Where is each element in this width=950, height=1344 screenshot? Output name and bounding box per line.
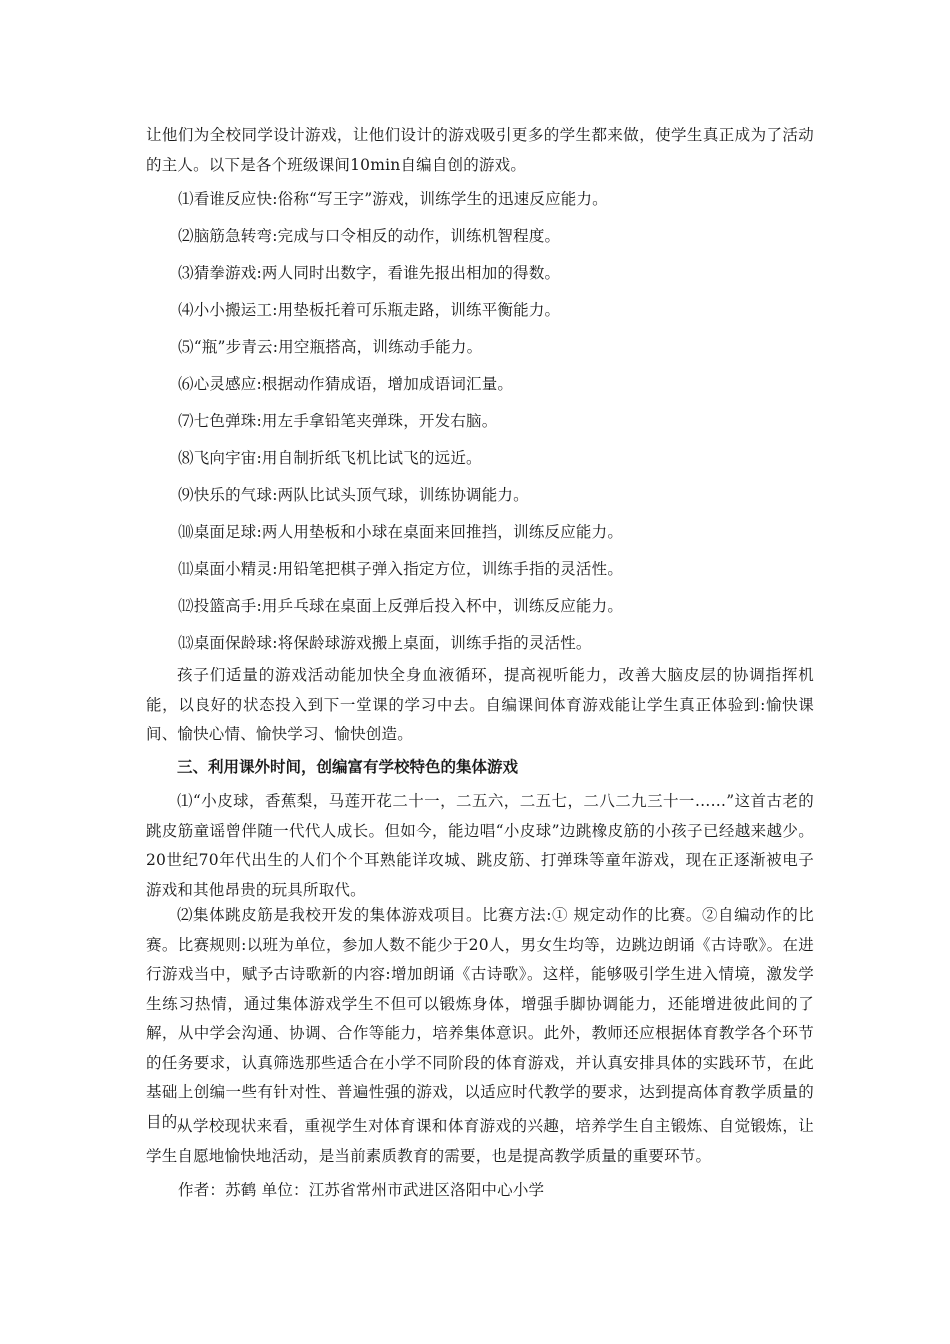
section-heading: 三、利用课外时间，创编富有学校特色的集体游戏: [177, 758, 519, 776]
game-item-1: ⑴看谁反应快:俗称“写王字”游戏，训练学生的迅速反应能力。: [178, 190, 608, 208]
author-line: 作者：苏鹤 单位：江苏省常州市武进区洛阳中心小学: [178, 1181, 545, 1199]
game-item-10: ⑽桌面足球:两人用垫板和小球在桌面来回推挡，训练反应能力。: [178, 523, 624, 541]
game-item-11: ⑾桌面小精灵:用铅笔把棋子弹入指定方位，训练手指的灵活性。: [178, 560, 624, 578]
game-item-8: ⑻飞向宇宙:用自制折纸飞机比试飞的远近。: [178, 449, 482, 467]
game-item-4: ⑷小小搬运工:用垫板托着可乐瓶走路，训练平衡能力。: [178, 301, 561, 319]
conclusion-paragraph: 从学校现状来看，重视学生对体育课和体育游戏的兴趣，培养学生自主锻炼、自觉锻炼，让学生自愿地愉快地活动，是当前素质教育的需要，也是提高教学质量的重要环节。: [146, 1117, 814, 1165]
game-item-13: ⒀桌面保龄球:将保龄球游戏搬上桌面，训练手指的灵活性。: [178, 634, 592, 652]
game-item-9: ⑼快乐的气球:两队比试头顶气球，训练协调能力。: [178, 486, 529, 504]
intro-paragraph: 让他们为全校同学设计游戏，让他们设计的游戏吸引更多的学生都来做，使学生真正成为了活动的主人。以下是各个班级课间10min自编自创的游戏。: [146, 126, 814, 174]
game-item-3: ⑶猜拳游戏:两人同时出数字，看谁先报出相加的得数。: [178, 264, 561, 282]
game-item-6: ⑹心灵感应:根据动作猜成语，增加成语词汇量。: [178, 375, 514, 393]
skipping-rhyme-paragraph: ⑴“小皮球，香蕉梨，马莲开花二十一，二五六，二五七，二八二九三十一……”这首古老的跳皮筋童谣曾伴随一代代人成长。但如今，能边唱“小皮球”边跳橡皮筋的小孩子已经越来越少。20世纪70年代出生的人们个个耳熟能详攻城、跳皮筋、打弹珠等童年游戏，现在正逐渐被电子游戏和其他昂贵的玩具所取代。: [146, 792, 814, 899]
summary-paragraph: 孩子们适量的游戏活动能加快全身血液循环，提高视听能力，改善大脑皮层的协调指挥机能，以良好的状态投入到下一堂课的学习中去。自编课间体育游戏能让学生真正体验到:愉快课间、愉快心情、愉快学习、愉快创造。: [146, 666, 814, 743]
game-item-5: ⑸“瓶”步青云:用空瓶搭高，训练动手能力。: [178, 338, 483, 356]
game-item-7: ⑺七色弹珠:用左手拿铅笔夹弹珠，开发右脑。: [178, 412, 498, 430]
group-game-paragraph: ⑵集体跳皮筋是我校开发的集体游戏项目。比赛方法:① 规定动作的比赛。②自编动作的比赛。比赛规则:以班为单位，参加人数不能少于20人，男女生均等，边跳边朗诵《古诗歌》。在进行游戏当中，赋予古诗歌新的内容:增加朗诵《古诗歌》。这样，能够吸引学生进入情境，激发学生练习热情，通过集体游戏学生不但可以锻炼身体，增强手脚协调能力，还能增进彼此间的了解，从中学会沟通、协调、合作等能力，培养集体意识。此外，教师还应根据体育教学各个环节的任务要求，认真筛选那些适合在小学不同阶段的体育游戏，并认真安排具体的实践环节，在此基础上创编一些有针对性、普遍性强的游戏，以适应时代教学的要求，达到提高体育教学质量的目的。: [146, 906, 814, 1131]
game-item-2: ⑵脑筋急转弯:完成与口令相反的动作，训练机智程度。: [178, 227, 561, 245]
game-item-12: ⑿投篮高手:用乒乓球在桌面上反弹后投入杯中，训练反应能力。: [178, 597, 624, 615]
